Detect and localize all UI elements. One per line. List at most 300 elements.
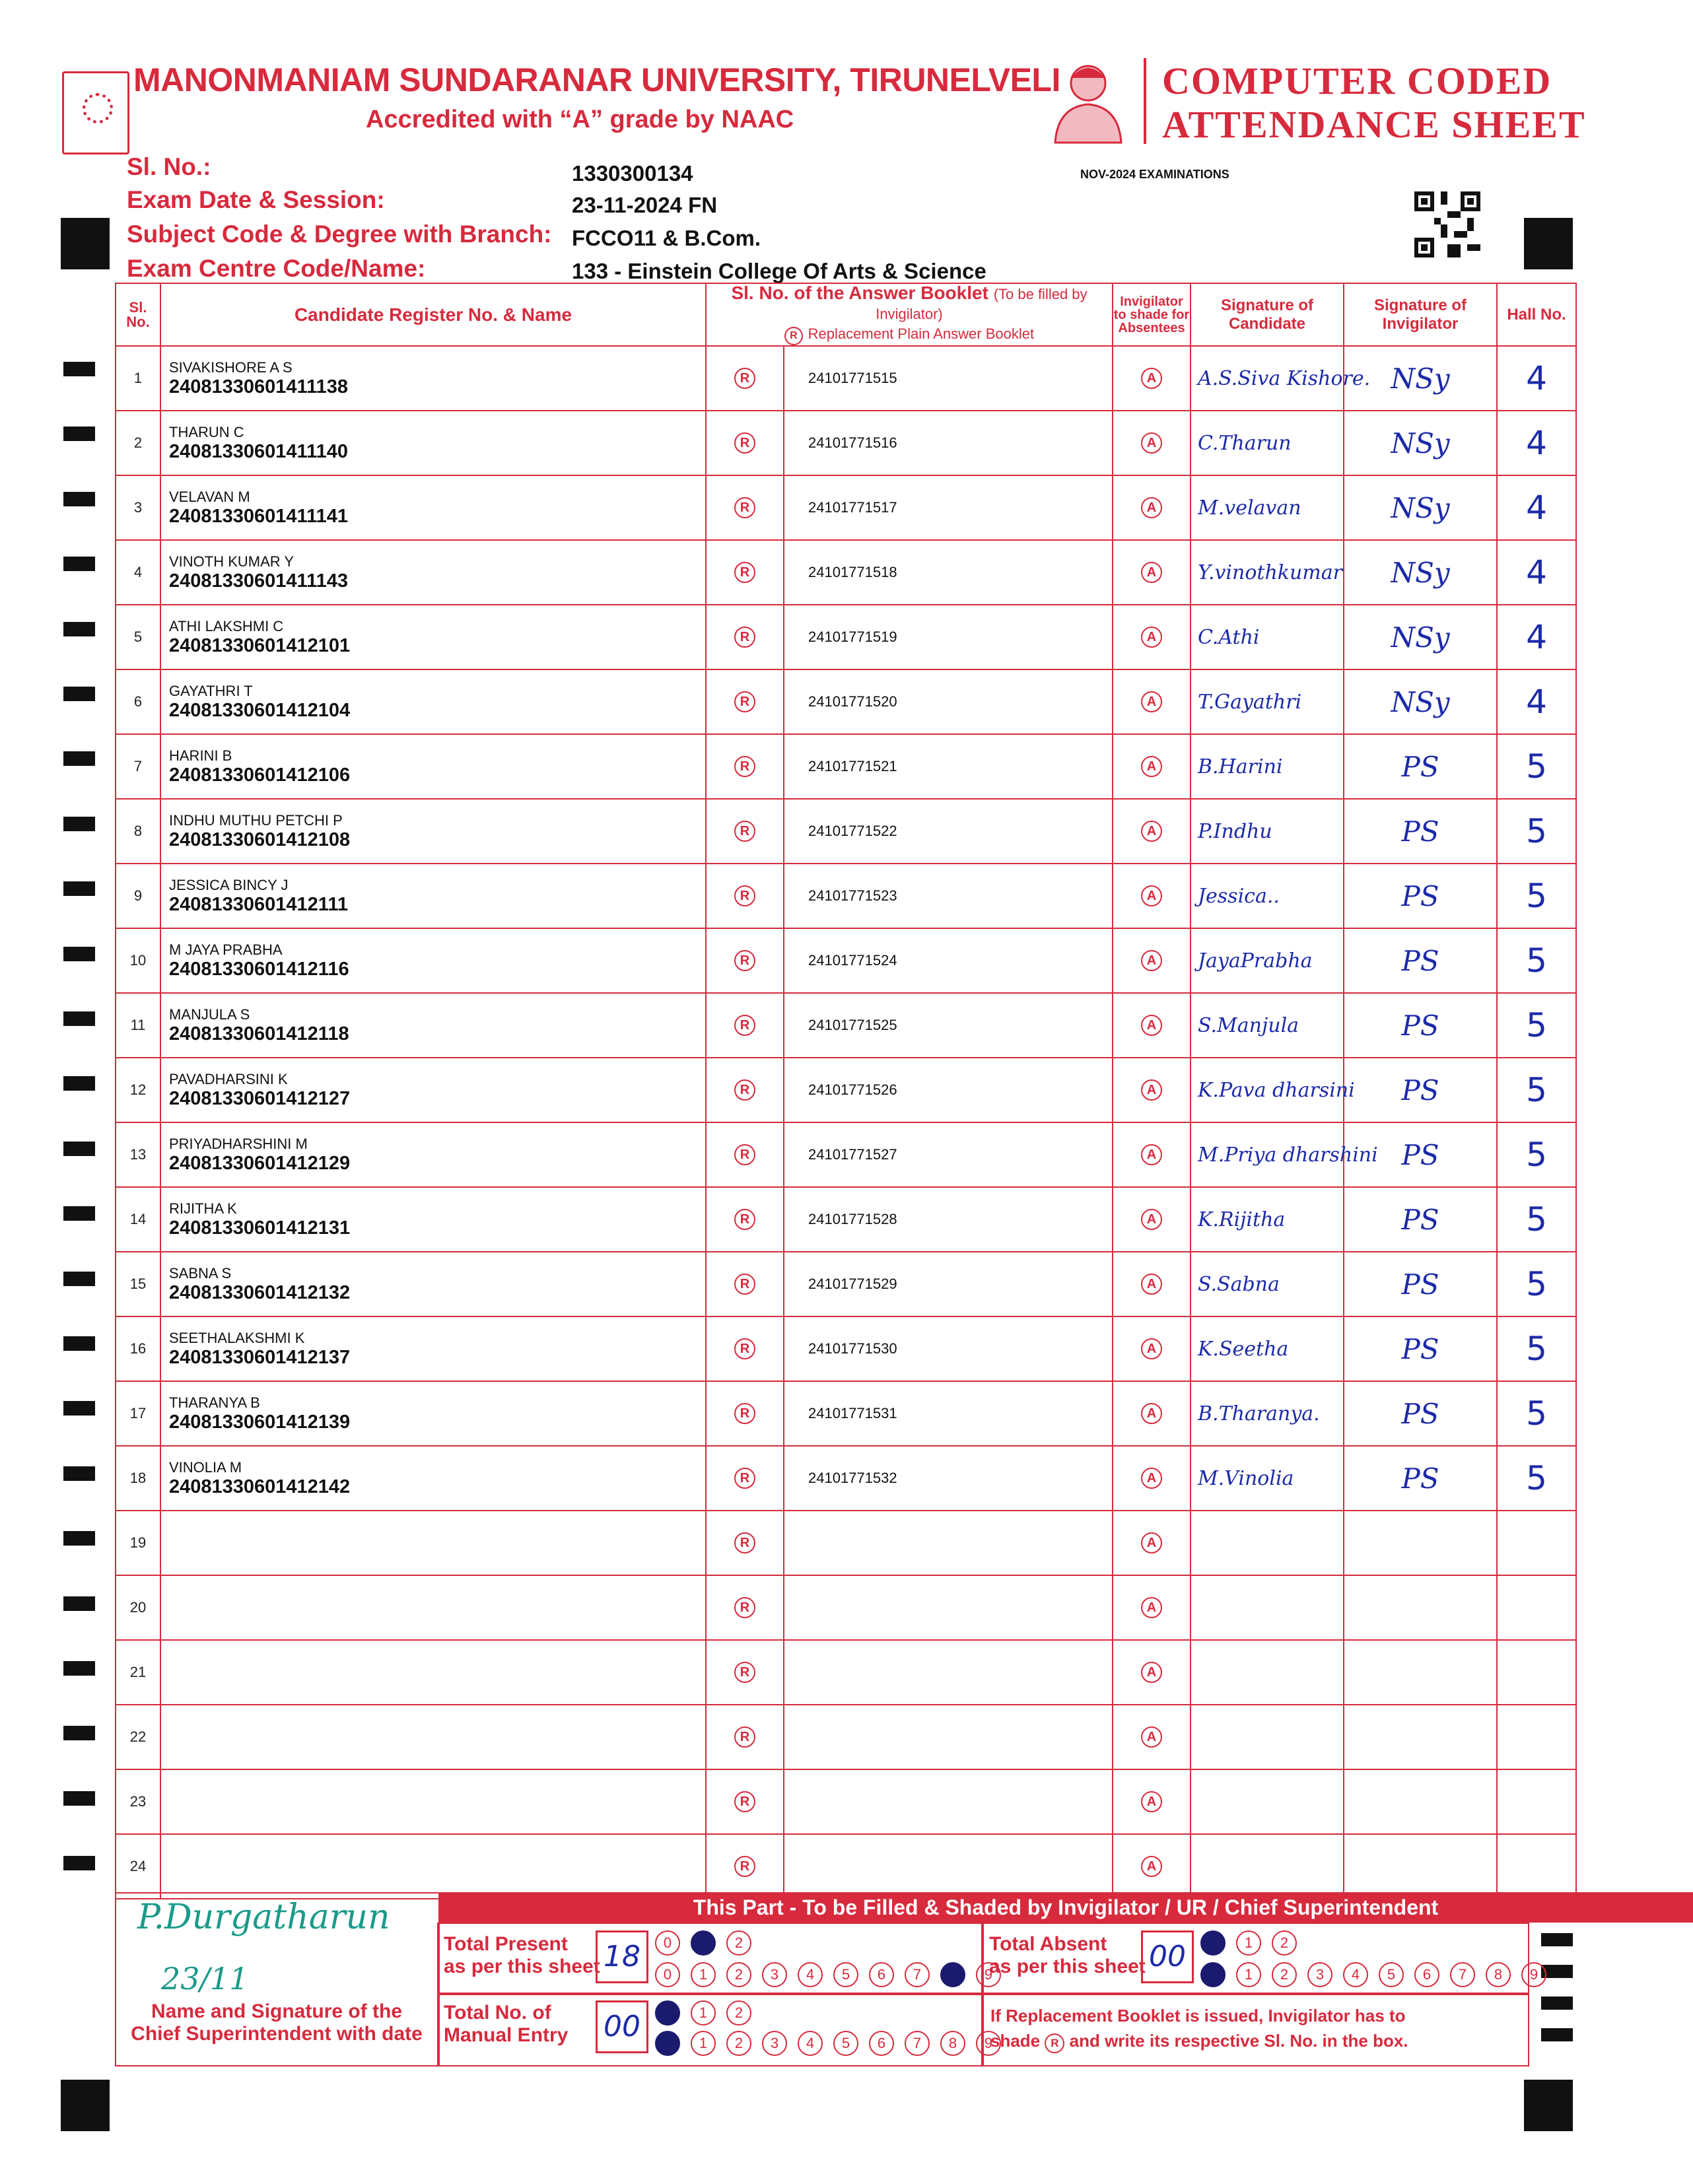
table-row <box>116 605 1576 669</box>
candidate-name: ATHI LAKSHMI C <box>169 618 284 634</box>
manual-value[interactable]: 00 <box>596 2000 648 2053</box>
candidate-reg-no: 24081330601412142 <box>169 1476 351 1497</box>
row-booklet-no[interactable]: 24101771525 <box>784 993 1113 1058</box>
invigilator-signature: NSy <box>1344 346 1497 411</box>
candidate-reg-no: 24081330601412127 <box>169 1088 351 1109</box>
row-replacement[interactable] <box>706 1575 784 1640</box>
candidate-name: MANJULA S <box>169 1006 250 1023</box>
digit-bubble-icon[interactable]: 2 <box>1272 1962 1297 1987</box>
row-booklet-no[interactable]: 24101771517 <box>784 475 1113 540</box>
row-sl: 7 <box>116 734 160 799</box>
candidate-reg-no: 24081330601412108 <box>169 829 351 850</box>
replacement-bubble-icon[interactable]: R <box>734 1079 755 1101</box>
timing-mark <box>63 1272 95 1286</box>
candidate-signature <box>1191 1575 1344 1640</box>
candidate-name: THARUN C <box>169 424 244 440</box>
row-booklet-no[interactable]: 24101771523 <box>784 864 1113 928</box>
absent-bubble-icon[interactable]: A <box>1141 627 1162 648</box>
row-booklet-no[interactable] <box>784 1769 1113 1834</box>
candidate-signature: K.Rijitha <box>1191 1187 1344 1252</box>
candidate-signature <box>1191 1640 1344 1705</box>
candidate-signature <box>1191 1705 1344 1769</box>
absent-bubble-icon[interactable]: A <box>1141 1468 1162 1489</box>
replacement-bubble-icon[interactable]: R <box>734 1597 755 1618</box>
candidate-reg-no: 24081330601412139 <box>169 1412 351 1433</box>
row-replacement[interactable] <box>706 1705 784 1769</box>
digit-bubble-icon[interactable]: 2 <box>726 2000 751 2026</box>
candidate-name: INDHU MUTHU PETCHI P <box>169 812 343 829</box>
candidate-signature: T.Gayathri <box>1191 669 1344 734</box>
university-name: MANONMANIAM SUNDARANAR UNIVERSITY, TIRUNELVELI <box>133 61 1060 98</box>
row-replacement[interactable] <box>706 1316 784 1381</box>
table-row <box>116 928 1576 993</box>
row-absent[interactable] <box>1113 1122 1191 1187</box>
row-candidate <box>160 475 706 540</box>
timing-mark <box>63 881 95 896</box>
candidate-signature: C.Athi <box>1191 605 1344 669</box>
candidate-signature: B.Tharanya. <box>1191 1381 1344 1446</box>
digit-bubble-icon[interactable]: 2 <box>726 1962 751 1987</box>
row-sl: 11 <box>116 993 160 1058</box>
row-sl: 1 <box>116 346 160 411</box>
row-sl: 21 <box>116 1640 160 1705</box>
invigilator-signature: PS <box>1344 928 1497 993</box>
row-replacement[interactable] <box>706 540 784 605</box>
row-absent[interactable] <box>1113 864 1191 928</box>
absent-bubble-icon[interactable]: A <box>1141 1274 1162 1295</box>
row-replacement[interactable] <box>706 1446 784 1511</box>
candidate-name: SIVAKISHORE A S <box>169 359 293 376</box>
row-replacement[interactable] <box>706 1058 784 1122</box>
row-absent[interactable] <box>1113 346 1191 411</box>
row-candidate <box>160 1446 706 1511</box>
digit-bubble-icon[interactable]: 1 <box>1236 1962 1261 1987</box>
replacement-bubble-icon[interactable]: R <box>734 1338 755 1359</box>
invigilator-signature: NSy <box>1344 411 1497 475</box>
row-replacement[interactable] <box>706 993 784 1058</box>
digit-bubble-icon[interactable]: 0 <box>655 1962 680 1987</box>
absent-units-bubbles[interactable] <box>1200 1962 1557 1987</box>
absent-bubble-icon[interactable]: A <box>1141 1403 1162 1424</box>
candidate-signature: M.Vinolia <box>1191 1446 1344 1511</box>
invigilator-signature: NSy <box>1344 605 1497 669</box>
row-absent[interactable] <box>1113 669 1191 734</box>
row-sl: 19 <box>116 1511 160 1575</box>
row-sl: 17 <box>116 1381 160 1446</box>
hall-no: 5 <box>1497 1316 1576 1381</box>
digit-bubble-icon[interactable]: 6 <box>869 2031 894 2056</box>
row-absent[interactable] <box>1113 1575 1191 1640</box>
candidate-reg-no: 24081330601412132 <box>169 1282 351 1303</box>
table-row <box>116 540 1576 605</box>
invigilator-signature: PS <box>1344 1122 1497 1187</box>
table-row <box>116 1640 1576 1705</box>
row-replacement[interactable] <box>706 1769 784 1834</box>
row-booklet-no[interactable]: 24101771527 <box>784 1122 1113 1187</box>
digit-bubble-icon[interactable]: 0 <box>1200 1930 1226 1956</box>
replacement-bubble-icon[interactable]: R <box>734 1791 755 1812</box>
row-absent[interactable] <box>1113 799 1191 864</box>
replacement-bubble-icon[interactable]: R <box>734 1532 755 1553</box>
row-booklet-no[interactable]: 24101771530 <box>784 1316 1113 1381</box>
digit-bubble-icon[interactable]: 7 <box>905 2031 930 2056</box>
col-sig-candidate: Signature of Candidate <box>1191 283 1344 346</box>
timing-mark <box>63 1011 95 1026</box>
absent-bubble-icon[interactable]: A <box>1141 562 1162 583</box>
exam-date-label: Exam Date & Session: <box>127 186 385 213</box>
digit-bubble-icon[interactable]: 1 <box>1236 1930 1261 1956</box>
digit-bubble-icon[interactable]: 5 <box>833 2031 858 2056</box>
row-replacement[interactable] <box>706 1381 784 1446</box>
candidate-signature: P.Indhu <box>1191 799 1344 864</box>
row-booklet-no[interactable] <box>784 1511 1113 1575</box>
digit-bubble-icon[interactable]: 7 <box>905 1962 930 1987</box>
digit-bubble-icon[interactable]: 2 <box>1272 1930 1297 1956</box>
row-absent[interactable] <box>1113 1769 1191 1834</box>
timing-mark <box>1541 2028 1573 2041</box>
digit-bubble-icon[interactable]: 1 <box>691 2000 716 2026</box>
invigilator-signature: PS <box>1344 1187 1497 1252</box>
hall-no: 4 <box>1497 411 1576 475</box>
invigilator-signature: PS <box>1344 734 1497 799</box>
row-replacement[interactable] <box>706 1187 784 1252</box>
digit-bubble-icon[interactable]: 3 <box>762 1962 787 1987</box>
row-sl: 23 <box>116 1769 160 1834</box>
table-row <box>116 864 1576 928</box>
row-booklet-no[interactable] <box>784 1575 1113 1640</box>
digit-bubble-icon[interactable]: 8 <box>1486 1962 1511 1987</box>
digit-bubble-icon[interactable]: 9 <box>976 2031 1001 2056</box>
invigilator-signature: PS <box>1344 1252 1497 1316</box>
row-absent[interactable] <box>1113 993 1191 1058</box>
table-row <box>116 1769 1576 1834</box>
row-absent[interactable] <box>1113 411 1191 475</box>
candidate-reg-no: 24081330601412137 <box>169 1347 351 1368</box>
hall-no <box>1497 1511 1576 1575</box>
row-sl: 15 <box>116 1252 160 1316</box>
replacement-note-1: If Replacement Booklet is issued, Invigilator has to <box>990 2006 1406 2026</box>
chief-signature: P.Durgatharun <box>137 1897 390 1937</box>
present-value[interactable]: 18 <box>596 1930 648 1983</box>
table-row <box>116 1575 1576 1640</box>
row-replacement[interactable] <box>706 1252 784 1316</box>
row-candidate <box>160 1122 706 1187</box>
invigilator-signature: NSy <box>1344 540 1497 605</box>
digit-bubble-icon[interactable]: 0 <box>1200 1962 1226 1987</box>
digit-bubble-icon[interactable]: 1 <box>691 1930 716 1956</box>
candidate-signature <box>1191 1511 1344 1575</box>
present-tens-bubbles[interactable] <box>655 1930 762 1956</box>
absent-bubble-icon[interactable]: A <box>1141 691 1162 712</box>
invigilator-signature: PS <box>1344 1446 1497 1511</box>
absent-bubble-icon[interactable]: A <box>1141 885 1162 906</box>
hall-no <box>1497 1640 1576 1705</box>
candidate-name: VELAVAN M <box>169 489 250 505</box>
sheet-title-line-2: ATTENDANCE SHEET <box>1162 103 1586 146</box>
footer-section <box>115 1892 1538 2065</box>
absent-bubble-icon[interactable]: A <box>1141 1726 1162 1748</box>
replacement-bubble-icon[interactable]: R <box>734 1274 755 1295</box>
absent-label-2: as per this sheet <box>989 1956 1146 1977</box>
absent-bubble-icon[interactable]: A <box>1141 1662 1162 1683</box>
replacement-bubble-icon[interactable]: R <box>734 1209 755 1230</box>
timing-mark <box>61 2080 110 2131</box>
row-candidate <box>160 1769 706 1834</box>
candidate-name: VINOTH KUMAR Y <box>169 553 294 570</box>
manual-label-2: Manual Entry <box>444 2024 569 2046</box>
replacement-bubble-icon[interactable]: R <box>734 1015 755 1036</box>
present-divider <box>437 1993 984 1995</box>
row-candidate <box>160 346 706 411</box>
absent-bubble-icon[interactable]: A <box>1141 368 1162 389</box>
replacement-note-r-icon: R <box>1045 2033 1064 2053</box>
accreditation: Accredited with “A” grade by NAAC <box>366 106 794 133</box>
row-replacement[interactable] <box>706 605 784 669</box>
row-candidate <box>160 605 706 669</box>
manual-units-bubbles[interactable] <box>655 2031 1012 2056</box>
hall-no: 5 <box>1497 1122 1576 1187</box>
row-absent[interactable] <box>1113 1381 1191 1446</box>
replacement-bubble-icon[interactable]: R <box>734 1403 755 1424</box>
row-absent[interactable] <box>1113 1834 1191 1899</box>
row-replacement[interactable] <box>706 1640 784 1705</box>
row-sl: 6 <box>116 669 160 734</box>
candidate-signature: S.Manjula <box>1191 993 1344 1058</box>
invigilator-signature <box>1344 1705 1497 1769</box>
replacement-bubble-icon[interactable]: R <box>734 885 755 906</box>
absent-bubble-icon[interactable]: A <box>1141 1079 1162 1101</box>
table-row <box>116 475 1576 540</box>
hall-no: 4 <box>1497 475 1576 540</box>
manual-tens-bubbles[interactable] <box>655 2000 762 2026</box>
digit-bubble-icon[interactable]: 2 <box>726 1930 751 1956</box>
absent-bubble-icon[interactable]: A <box>1141 1597 1162 1618</box>
replacement-bubble-icon[interactable]: R <box>734 562 755 583</box>
table-row <box>116 1834 1576 1899</box>
absent-bubble-icon[interactable]: A <box>1141 432 1162 454</box>
row-absent[interactable] <box>1113 1316 1191 1381</box>
row-candidate <box>160 993 706 1058</box>
row-candidate <box>160 1058 706 1122</box>
timing-mark <box>63 427 95 441</box>
replacement-bubble-icon[interactable]: R <box>734 691 755 712</box>
row-replacement[interactable] <box>706 1511 784 1575</box>
hall-no: 5 <box>1497 928 1576 993</box>
digit-bubble-icon[interactable]: 5 <box>1379 1962 1404 1987</box>
digit-bubble-icon[interactable]: 5 <box>833 1962 858 1987</box>
present-units-bubbles[interactable] <box>655 1962 1012 1987</box>
row-replacement[interactable] <box>706 864 784 928</box>
row-booklet-no[interactable]: 24101771531 <box>784 1381 1113 1446</box>
row-booklet-no[interactable] <box>784 1834 1113 1899</box>
digit-bubble-icon[interactable]: 4 <box>798 1962 823 1987</box>
row-replacement[interactable] <box>706 1834 784 1899</box>
row-sl: 4 <box>116 540 160 605</box>
row-sl: 22 <box>116 1705 160 1769</box>
absent-bubble-icon[interactable]: A <box>1141 1856 1162 1877</box>
row-booklet-no[interactable]: 24101771532 <box>784 1446 1113 1511</box>
replacement-bubble-icon[interactable]: R <box>734 1468 755 1489</box>
row-absent[interactable] <box>1113 1252 1191 1316</box>
candidate-reg-no: 24081330601412106 <box>169 765 351 786</box>
candidate-reg-no: 24081330601412118 <box>169 1023 349 1044</box>
hall-no: 5 <box>1497 1381 1576 1446</box>
attendance-table <box>115 283 1577 1899</box>
university-logo <box>62 71 129 154</box>
sheet-title <box>1162 59 1586 147</box>
candidate-name: PRIYADHARSHINI M <box>169 1136 308 1152</box>
row-absent[interactable] <box>1113 1058 1191 1122</box>
invigilator-signature <box>1344 1511 1497 1575</box>
row-absent[interactable] <box>1113 540 1191 605</box>
replacement-bubble-icon[interactable]: R <box>734 756 755 777</box>
row-sl: 12 <box>116 1058 160 1122</box>
hall-no: 5 <box>1497 1252 1576 1316</box>
row-sl: 3 <box>116 475 160 540</box>
absent-bubble-icon[interactable]: A <box>1141 1532 1162 1553</box>
replacement-bubble-icon[interactable]: R <box>734 432 755 454</box>
absent-bubble-icon[interactable]: A <box>1141 1015 1162 1036</box>
digit-bubble-icon[interactable]: 2 <box>726 2031 751 2056</box>
candidate-name: RIJITHA K <box>169 1200 237 1217</box>
absent-bubble-icon[interactable]: A <box>1141 1791 1162 1812</box>
timing-mark <box>63 492 95 506</box>
row-replacement[interactable] <box>706 799 784 864</box>
digit-bubble-icon[interactable]: 4 <box>1343 1962 1368 1987</box>
row-absent[interactable] <box>1113 734 1191 799</box>
replacement-bubble-icon[interactable]: R <box>734 627 755 648</box>
absent-bubble-icon[interactable]: A <box>1141 497 1162 518</box>
row-candidate <box>160 1834 706 1899</box>
digit-bubble-icon[interactable]: 0 <box>655 2031 680 2056</box>
row-absent[interactable] <box>1113 1187 1191 1252</box>
candidate-signature: Y.vinothkumar <box>1191 540 1344 605</box>
replacement-bubble-icon[interactable]: R <box>734 1726 755 1748</box>
digit-bubble-icon[interactable]: 6 <box>869 1962 894 1987</box>
row-booklet-no[interactable] <box>784 1705 1113 1769</box>
row-candidate <box>160 1640 706 1705</box>
absent-bubble-icon[interactable]: A <box>1141 1144 1162 1165</box>
candidate-signature: K.Seetha <box>1191 1316 1344 1381</box>
replacement-bubble-icon[interactable]: R <box>734 1144 755 1165</box>
row-sl: 16 <box>116 1316 160 1381</box>
absent-label-1: Total Absent <box>989 1933 1107 1955</box>
candidate-reg-no: 24081330601412101 <box>169 635 351 656</box>
replacement-bubble-icon[interactable]: R <box>734 368 755 389</box>
row-booklet-no[interactable]: 24101771519 <box>784 605 1113 669</box>
row-sl: 24 <box>116 1834 160 1899</box>
row-absent[interactable] <box>1113 605 1191 669</box>
absent-bubble-icon[interactable]: A <box>1141 756 1162 777</box>
logo-emblem-icon <box>83 93 113 123</box>
table-row <box>116 1316 1576 1381</box>
replacement-bubble-icon[interactable]: R <box>734 950 755 971</box>
invigilator-signature: PS <box>1344 864 1497 928</box>
row-replacement[interactable] <box>706 411 784 475</box>
exam-date-value: 23-11-2024 FN <box>572 193 718 217</box>
row-absent[interactable] <box>1113 1511 1191 1575</box>
row-replacement[interactable] <box>706 669 784 734</box>
row-absent[interactable] <box>1113 928 1191 993</box>
digit-bubble-icon[interactable]: 3 <box>762 2031 787 2056</box>
replacement-bubble-icon[interactable]: R <box>734 1662 755 1683</box>
hall-no: 5 <box>1497 799 1576 864</box>
absent-value[interactable]: 00 <box>1141 1930 1194 1983</box>
replacement-note <box>990 2003 1408 2053</box>
row-booklet-no[interactable]: 24101771518 <box>784 540 1113 605</box>
timing-mark <box>61 218 110 269</box>
row-replacement[interactable] <box>706 928 784 993</box>
row-candidate <box>160 928 706 993</box>
row-absent[interactable] <box>1113 1446 1191 1511</box>
candidate-reg-no: 24081330601412116 <box>169 959 349 980</box>
digit-bubble-icon[interactable]: 6 <box>1414 1962 1439 1987</box>
digit-bubble-icon[interactable]: 9 <box>976 1962 1001 1987</box>
absent-bubble-icon[interactable]: A <box>1141 1338 1162 1359</box>
absent-bubble-icon[interactable]: A <box>1141 950 1162 971</box>
timing-mark <box>1524 2080 1573 2131</box>
row-booklet-no[interactable]: 24101771515 <box>784 346 1113 411</box>
row-sl: 9 <box>116 864 160 928</box>
digit-bubble-icon[interactable]: 0 <box>655 1930 680 1956</box>
row-replacement[interactable] <box>706 346 784 411</box>
row-booklet-no[interactable] <box>784 1640 1113 1705</box>
hall-no: 4 <box>1497 540 1576 605</box>
digit-bubble-icon[interactable]: 1 <box>691 1962 716 1987</box>
replacement-bubble-icon[interactable]: R <box>734 497 755 518</box>
row-replacement[interactable] <box>706 734 784 799</box>
row-replacement[interactable] <box>706 475 784 540</box>
candidate-name: HARINI B <box>169 747 232 764</box>
row-booklet-no[interactable]: 24101771520 <box>784 669 1113 734</box>
absent-bubble-icon[interactable]: A <box>1141 821 1162 842</box>
row-booklet-no[interactable]: 24101771524 <box>784 928 1113 993</box>
digit-bubble-icon[interactable]: 8 <box>940 2031 965 2056</box>
footer-banner: This Part - To be Filled & Shaded by Invigilator / UR / Chief Superintendent <box>438 1892 1693 1923</box>
digit-bubble-icon[interactable]: 3 <box>1307 1962 1332 1987</box>
row-booklet-no[interactable]: 24101771522 <box>784 799 1113 864</box>
digit-bubble-icon[interactable]: 4 <box>798 2031 823 2056</box>
row-candidate <box>160 411 706 475</box>
hall-no: 4 <box>1497 669 1576 734</box>
digit-bubble-icon[interactable]: 9 <box>1521 1962 1546 1987</box>
row-absent[interactable] <box>1113 1640 1191 1705</box>
candidate-reg-no: 24081330601411138 <box>169 376 348 397</box>
timing-mark <box>63 1206 95 1221</box>
digit-bubble-icon[interactable]: 0 <box>655 2000 680 2026</box>
row-booklet-no[interactable]: 24101771526 <box>784 1058 1113 1122</box>
replacement-bubble-icon[interactable]: R <box>734 821 755 842</box>
table-row <box>116 1122 1576 1187</box>
row-booklet-no[interactable]: 24101771516 <box>784 411 1113 475</box>
row-absent[interactable] <box>1113 1705 1191 1769</box>
exam-label: NOV-2024 EXAMINATIONS <box>1080 168 1229 181</box>
row-booklet-no[interactable]: 24101771521 <box>784 734 1113 799</box>
row-booklet-no[interactable]: 24101771529 <box>784 1252 1113 1316</box>
row-absent[interactable] <box>1113 475 1191 540</box>
absent-tens-bubbles[interactable] <box>1200 1930 1307 1956</box>
digit-bubble-icon[interactable]: 1 <box>691 2031 716 2056</box>
row-replacement[interactable] <box>706 1122 784 1187</box>
digit-bubble-icon[interactable]: 8 <box>940 1962 965 1987</box>
digit-bubble-icon[interactable]: 7 <box>1450 1962 1475 1987</box>
invigilator-signature: PS <box>1344 1058 1497 1122</box>
table-row <box>116 1381 1576 1446</box>
row-booklet-no[interactable]: 24101771528 <box>784 1187 1113 1252</box>
replacement-bubble-icon[interactable]: R <box>734 1856 755 1877</box>
absent-bubble-icon[interactable]: A <box>1141 1209 1162 1230</box>
table-row <box>116 734 1576 799</box>
